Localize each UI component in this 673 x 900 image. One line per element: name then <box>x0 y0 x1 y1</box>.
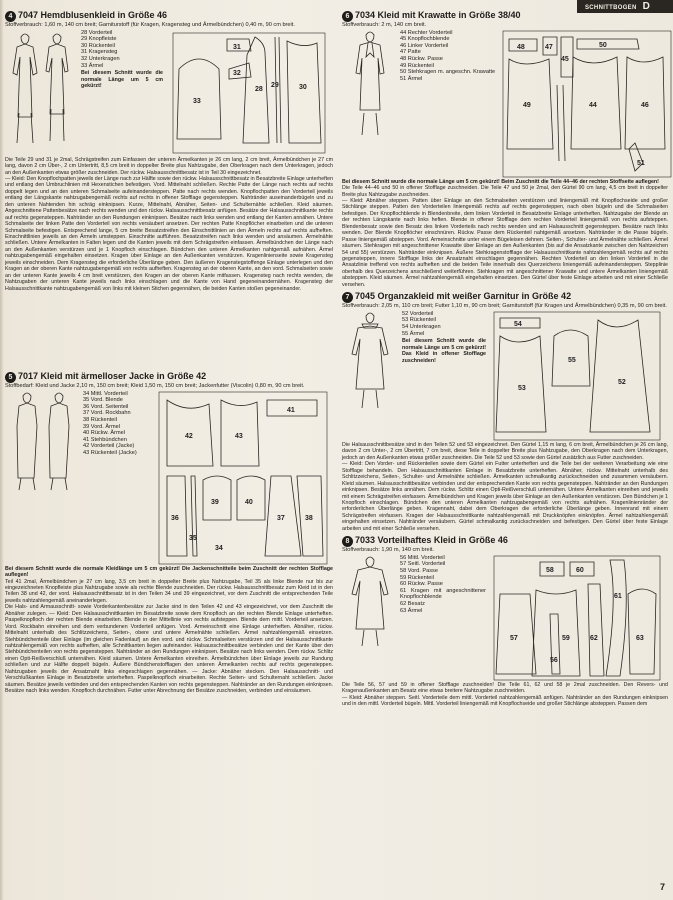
cutting-note: Die Teile 44–46 und 50 in offener Stofflage zuschneiden. Die Teile 47 und 50 je 2mal, den Gürtel 90 cm lang, 4,5 cm breit in doppelter Breite plus Nahtzugabe zuschneiden. <box>342 185 668 198</box>
pattern-piece-number: 31 <box>233 43 241 51</box>
sewing-instructions: — Kleid: Abnäher steppen. Seitl. Vorderteile dem mittl. Vorderteil nahtzahlengemäß anfügen. Nahtränder an den Rundungen einknipsen und in den mittl. Vorderteil bügeln. Mittl. Vorderteil liniengemäß mit Knopflochseide und großer Stichlänge absteppen. Passen dem <box>342 694 668 708</box>
pattern-section-7034 <box>342 10 668 288</box>
cutting-note: Die Teile 56, 57 und 59 in offener Stofflage zuschneiden! Die Teile 61, 62 und 58 je 2mal zuschneiden. Den Revers- und Kragenaußenkanten am Besatz eine etwas breitere Nahtzugabe zuschneiden. <box>342 681 668 695</box>
pattern-piece-number: 42 <box>185 432 193 440</box>
pattern-piece-number: 53 <box>518 384 526 392</box>
part-item: 36 Vord. Seitenteil <box>83 403 129 410</box>
pattern-piece-number: 54 <box>514 320 522 328</box>
page-fold-shadow <box>0 0 4 900</box>
fashion-illustration <box>342 310 402 410</box>
pattern-piece-number: 41 <box>287 406 295 414</box>
parts-list <box>402 311 486 337</box>
pattern-piece-number: 55 <box>568 356 576 364</box>
part-item: 54 Unterkragen <box>402 324 441 331</box>
pattern-section-7047 <box>5 10 333 368</box>
pattern-piece-number: 62 <box>590 634 598 642</box>
pattern-piece-number: 35 <box>189 534 197 542</box>
part-item: 55 Ärmel <box>402 330 425 337</box>
fabric-consumption: Stoffverbrauch: 1,90 m, 140 cm breit. <box>342 547 434 554</box>
part-item: 29 Knopfleiste <box>81 36 117 43</box>
pattern-section-7045 <box>342 291 668 532</box>
number-badge: 5 <box>5 372 16 383</box>
part-item: 34 Mittl. Vorderteil <box>83 390 128 397</box>
section-title <box>342 535 668 547</box>
part-item: 46 Linker Vorderteil <box>400 42 449 49</box>
fashion-illustration <box>342 29 400 139</box>
fabric-consumption: Stoffverbrauch: 2,05 m, 110 cm breit; Futter 1,10 m, 90 cm breit; Garniturstoff (für Kragen und Ärmelbündchen) 0,35 m, 90 cm breit. <box>342 303 667 310</box>
intro-row <box>342 554 668 682</box>
part-item: 52 Vorderteil <box>402 310 434 317</box>
part-item: 59 Rückenteil <box>400 574 434 581</box>
number-badge: 8 <box>342 536 353 547</box>
part-item: 56 Mittl. Vorderteil <box>400 554 445 561</box>
pattern-schematic <box>499 29 673 179</box>
intro-row <box>5 390 333 566</box>
section-title <box>342 10 668 22</box>
pattern-piece-number: 43 <box>235 432 243 440</box>
pattern-piece-number: 52 <box>618 378 626 386</box>
part-item: 35 Vord. Blende <box>83 397 123 404</box>
section-title-text: 7034 Kleid mit Krawatte in Größe 38/40 <box>355 10 521 20</box>
fabric-consumption: Stoffverbrauch: 1,60 m, 140 cm breit; Garniturstoff (für Kragen, Kragensteg und Ärmelbündchen) 0,40 m, 90 cm breit. <box>5 22 295 28</box>
part-item: 31 Kragensteg <box>81 49 118 56</box>
fashion-illustration <box>5 390 83 492</box>
part-item: 48 Rückw. Passe <box>400 55 443 62</box>
pattern-piece-number: 38 <box>305 514 313 522</box>
page-number: 7 <box>659 882 665 892</box>
pattern-schematic <box>157 390 329 566</box>
parts-list <box>400 30 495 83</box>
part-item: 53 Rückenteil <box>402 317 436 324</box>
parts-list <box>81 30 163 70</box>
number-badge: 7 <box>342 292 353 303</box>
cutting-note: Die Teile 29 und 31 je 2mal, Schrägstreifen zum Einfassen der unteren Ärmelkanten je 26 cm lang, 2 cm breit, Ärmelbündchen je 27 cm lang, davon 2 cm Über-, 2 cm Untertritt, 8,5 cm breit in doppelter Breite plus Nahtzugabe, den Oberkragen nach dem Unterkragen, jedoch an den Außenkanten etwas größer zuschneiden. Der rückw. Halsausschnittbesatz ist in Teil 30 eingezeichnet. <box>5 156 333 176</box>
sewing-instructions: — Kleid: Den Vorder- und Rückenteilen sowie dem Gürtel ein Futter unterheften und die Teile bei der weiteren Verarbeitung wie eine Stofflage behandeln. Den Halsausschnittkanten Einlage in Besatzbreite unterheften. Abnäher, rückw. Mittelnaht unterhalb des Schlitzzeichens, Seiten-, Schulter- und Ärmelnähte schließen. Ärmelkanten schmalkantig zurückschneiden und zusammen versäubern. Kleid säumen. Halsausschnittbesätze verbinden und der entsprechenden Kante von rechts gegensteppen. Nahtränder an den Rundungen einknipsen. Besätze links annähen. Dem rückw. Schlitz einen Opti-Reißverschluß unternähen. Untere Ärmelkanten einreihen und jeweils mit einem Schrägstreifen einfassen. Ärmelbündchen und Kragen jeweils über Einlage an den Außenkanten verstürzen. Den Bündchen je 1 Knopfloch einschlagen. Bündchen den unteren Ärmelkanten nahtzugabengemäß von rechts aufnähen. Kragenlinienränder der erforderlichen Überlänge geben. Kragennaht, dabei dem Oberkragen die erforderliche Überlänge geben. Innenrand mit einem Schrägstreifen einfassen. Kragen der Halsausschnittkante nahtzahlengemäß mit Druckknöpfen einknöpfen. Ärmel nahtzahlengemäß eingehalten einsetzen. Nahtränder versäubern. Gürtel schmalkantig zurückschneiden und befestigen. Den Gürtel über feste Einlage arbeiten und mit einer Schließe versehen. <box>342 461 668 532</box>
cutting-note: Die Halsausschnittbesätze sind in den Teilen 52 und 53 eingezeichnet. Den Gürtel 1,15 m lang, 6 cm breit, Ärmelbündchen je 26 cm lang, davon 2 cm Unter-, 2 cm Übertritt, 7 cm breit, diese Teile in doppelter Breite plus Nahtzugabe, den Oberkragen nach dem Unterkragen, jedoch an den Außenkanten etwas größer zuschneiden. Die Teile 52 und 53 sowie den Gürtel zusätzlich aus Futter zuschneiden. <box>342 441 668 461</box>
pattern-piece-number: 50 <box>599 41 607 49</box>
pattern-piece-number: 45 <box>561 55 569 63</box>
section-letter: D <box>642 1 651 12</box>
pattern-piece-number: 29 <box>271 81 279 89</box>
pattern-piece-number: 63 <box>636 634 644 642</box>
intro-row <box>342 29 668 179</box>
part-item: 58 Vord. Passe <box>400 568 438 575</box>
pattern-section-7033 <box>342 535 668 707</box>
part-item: 30 Rückenteil <box>81 42 115 49</box>
pattern-piece-number: 57 <box>510 634 518 642</box>
section-title-text: 7045 Organzakleid mit weißer Garnitur in Größe 42 <box>355 291 572 302</box>
parts-list-block <box>83 390 153 566</box>
part-item: 47 Patte <box>400 49 421 56</box>
parts-list-block <box>400 554 486 682</box>
part-item: 43 Rückenteil (Jacke) <box>83 449 137 456</box>
pattern-piece-number: 59 <box>562 634 570 642</box>
part-item: 44 Rechter Vorderteil <box>400 29 453 36</box>
pattern-piece-number: 47 <box>545 43 553 51</box>
part-item: 62 Besatz <box>400 600 425 607</box>
pattern-piece-number: 32 <box>233 69 241 77</box>
pattern-schematic <box>167 29 331 157</box>
sewing-instructions: Die Hals- und Armausschnitt- sowie Vorderkantenbesätze zur Jacke sind in den Teilen 42 und 43 eingezeichnet, vor dem Zuschnitt die Abnäher zulegen. — Kleid: Den Halsausschnittkanten im Besatzbreite sowie dem Knopfloch an der rechten Blende Einlage unterheften. Paspelknopfloch der rechten Blende einarbeiten. Blende in der Mittellinie von rechts aufsteppen. Blende dem mittl. Vorderteil ansetzen. Vord. Rockbahn einreihen und dem verbundenen Vorderteil anfügen. Vord. Armeinschnitt eine Einlage unterheften. Abnäher, rückw. Mittelnaht unterhalb des Schlitzzeichens, Seiten-, obere und untere Ärmelnähte schließen. Ärmel nahtzahlengemäß einsetzen. Stehbündchenteile über Einlage (im gleichen Fadenlauf) an den vord. und rückw. Schmalseiten verstürzen und der Halsausschnittkante nahtzahlengemäß von rechts aufheften, alle Schnittkanten liegen aufeinander. Halsausschnittbesätze verbinden und der Kante über den Stehbündchenteilen von rechts gegensteppen. Nahtränder an den Rundungen einknipsen. Besätze nach links wenden. Dem rückw. Schlitz einen Opti-Reißverschluß unternähen. Kleid säumen. Untere Ärmelkanten einreihen. Ärmelbündchen über Einlage jeweils zur Rundung schließen und zur Hälfte doppelt bügeln. Äußere Bündchenstofflagen den unteren Ärmelkanten rechts auf rechts gegensteppen. Nahtzugaben jeweils der Ansatznaht links eingeschlagen gegennähen. — Jacke: Abnäher stecken. Den Halsausschnitt- und Verschlußkanten Einlage in Besatzbreite unterheften. Paspelknopfloch einarbeiten. Rechte Seiten- und Schulternaht schließen. Jacke säumen. Besätze jeweils verbinden und den entsprechenden Kanten von rechts gegensteppen. Nahtränder an den Rundungen einknipsen. Besätze nach links wenden. Knopfloch durchnähen. Futter unter Abrechnung der Besätze zuschneiden, verbinden und einsäumen. <box>5 604 333 695</box>
section-title <box>5 10 333 22</box>
part-item: 33 Ärmel <box>81 62 104 69</box>
right-column <box>342 10 668 711</box>
pattern-piece-number: 58 <box>546 566 554 574</box>
section-label: SCHNITTBOGEN <box>585 5 637 11</box>
cutting-note: Teil 41 2mal, Ärmelbündchen je 27 cm lang, 3,5 cm breit in doppelter Breite plus Nahtzugabe, Teil 35 als linke Blende nur bis zur eingezeichneten Knopfleiste plus Nahtzugabe sowie als rechte Blende zuschneiden. Der rückw. Halsausschnittbesatz zum Kleid ist in den Teilen 38 und 42, der vord. Halsausschnittbesatz ist in den Teilen 34 und 39 eingezeichnet, vor dem Zuschnitt die entsprechenden Teile jeweils nahtzahlengemäß aneinanderlegen. <box>5 578 333 604</box>
pattern-piece-number: 60 <box>576 566 584 574</box>
parts-list-block <box>402 310 486 442</box>
shortening-note: Bei diesem Schnitt wurde die normale Kleidlänge um 5 cm gekürzt! Die Jackenschnitteile beim Zuschnitt der rechten Stofflage auflegen! <box>5 565 333 579</box>
pattern-piece-number: 36 <box>171 514 179 522</box>
pattern-piece-number: 44 <box>589 101 597 109</box>
section-title <box>5 371 333 383</box>
pattern-piece-number: 33 <box>193 97 201 105</box>
pattern-section-7017 <box>5 371 333 695</box>
pattern-piece-number: 30 <box>299 83 307 91</box>
sewing-instructions: — Kleid: Den Knopflochpatten jeweils der Länge nach zur Hälfte sowie den rückw. Halsausschnittbesatz in Besatzbreite Einlage unterheften und entlang den Umbruchlinien mit Hexenstichen befestigen. Vord. Mittelnaht schließen. Rechte Patte der Länge nach rechts auf rechts doppelt legen und an den unteren Schmalseite aufeinandersteppen. Patte nach rechts wenden. Knopflochpatten den Vorderteil jeweils entlang der Längskante nahtzugabengemäß rechts auf rechts in offener Stofflage gegensteppen. Nahtränder auseinanderbügeln und zu den unteren Nahtenden hin schräg einknipsen. Kurze, Mittelnaht, Abnäher, Seiten- und Schulternähte schließen. Kleid säumen. Angeschnittene Pattenbesätze nach rechts wenden und den rückw. Halsausschnittbesatz anfügen. Besätze der Halsausschnittkante rechts auf rechts gegensteppen. Nahtränder an den Rundungen einknipsen. Besätze nach links wenden und entlang der Kanten annähen. Untere Schmalseite der linken Patte den Vorderteil von rechts versäubert ansetzen. Der rechten Patte Knopflöcher einarbeiten und die unteren Schmalseite befestigen. Entsprechend lange, 5 cm breite Besatzstreifen den Einschnittlinien an den Ärmeln rechts auf rechts aufheften. Einschnittlinien jeweils an den Ärmeln umsteppen. Einschnitte aufführen. Besatzstreifen nach links wenden und ansäumen. Ärmelnähte schließen. Untere Ärmelkanten in Falten legen und die Kanten jeweils mit dem Schrägstreifen einfassen. Ärmelbündchen der Länge nach an den Außenkanten verstürzen und je 1 Knopfloch einschlagen. Bündchen den unteren Ärmelkanten nahtgemäß aufnähen. Ärmel nahtzugabengemäß eingehalten einsetzen. Kragen über Einlage an den Außenkanten verstürzen. Kragenlinienseite sowie Kragensteg jeweils einschneiden. Dem Kragensteg die erforderliche Überlänge geben. Den äußeren Kragenstegstoffenge Einlage unterlegen und den Kragen an der oberen Kante nahtzugabengemäß von rechts aufheften. Kragensteg an der oberen Kante, an den vord. Schmalseiten sowie an der unteren Kante jeweils 4 cm breit verstürzen, den Kragen an der oberen Kante mitfassen. Kragensteg nach rechts wenden, die Nahtzugaben der unteren Kante jeweils nach links einschlagen und die Kante von Hand gegeneinandernähen. Kragensteg der Halsausschnittkante nahtzugabengemäß von links mit kleinen Stichen gegennähen, die beiden Kanten stoßen gegeneinander. <box>5 175 334 292</box>
shortening-note: Bei diesem Schnitt wurde die normale Länge um 5 cm gekürzt! <box>81 70 163 90</box>
fashion-illustration <box>5 29 81 151</box>
pattern-piece-number: 48 <box>517 43 525 51</box>
section-title-text: 7047 Hemdblusenkleid in Größe 46 <box>18 10 168 20</box>
pattern-piece-number: 28 <box>255 85 263 93</box>
pattern-piece-number: 51 <box>637 159 645 167</box>
part-item: 50 Stehkragen m. angeschn. Krawatte <box>400 69 496 76</box>
intro-row <box>342 310 668 442</box>
fashion-illustration <box>342 554 400 648</box>
pattern-piece-number: 37 <box>277 514 285 522</box>
pattern-piece-number: 56 <box>550 656 558 664</box>
left-column <box>5 10 333 698</box>
pattern-piece-number: 34 <box>215 544 223 552</box>
section-title-text: 7033 Vorteilhaftes Kleid in Größe 46 <box>355 535 508 546</box>
section-title-text: 7017 Kleid mit ärmelloser Jacke in Größe 42 <box>18 371 207 381</box>
shortening-note: Bei diesem Schnitt wurde die normale Länge um 5 cm gekürzt! Beim Zuschnitt die Teile 44–46 der rechten Stoffseite auflegen! <box>342 178 659 185</box>
parts-list-block <box>400 29 495 179</box>
part-item: 51 Ärmel <box>400 75 423 82</box>
pattern-piece-number: 40 <box>245 498 253 506</box>
shortening-note: Bei diesem Schnitt wurde die normale Länge um 5 cm gekürzt! Das Kleid in offener Stofflage zuschneiden! <box>402 338 486 364</box>
part-item: 32 Unterkragen <box>81 55 120 62</box>
part-item: 42 Vorderteil (Jacke) <box>83 443 135 450</box>
part-item: 49 Rückenteil <box>400 62 434 69</box>
part-item: 40 Rückw. Ärmel <box>83 430 125 437</box>
intro-row <box>5 29 333 157</box>
part-item: 57 Seitl. Vorderteil <box>400 561 446 568</box>
fabric-consumption: Stoffbedarf: Kleid und Jacke 2,10 m, 150 cm breit; Kleid 1,50 m, 150 cm breit; Jackenfutter (Viscolin) 0,80 m, 90 cm breit. <box>5 383 305 389</box>
number-badge: 4 <box>5 11 16 22</box>
pattern-piece-number: 49 <box>523 101 531 109</box>
part-item: 28 Vorderteil <box>81 29 113 36</box>
part-item: 38 Rückenteil <box>83 416 117 423</box>
sewing-instructions: — Kleid: Abnäher steppen. Patten über Einlage an den Schmalseiten verstürzen und liniengemäß mit Knopflochseide und großer Stichlänge steppen. Patten den Vorderteilen liniengemäß rechts auf rechts gegensteppen, nach oben bügeln und die Schmalseiten befestigen. Der Knopflochblende in Blendenbreite, dem linken Vorderteil in Besatzbreite Einlage unterheften. Nahtzugabe der Blende an der rechten Längskante nach links heften. Blende in offener Stofflage dem rechten Vorderteil liniengemäß von rechts aufsteppen. Blendenbesatz sowie den Besatz des linken Vorderteils nach rechts wenden und am Halsausschnitt gegensteppen. Besätze nach links wenden. Der Blende Knopflöcher einschnüren. Rückw. Passe dem Rückenteil nahtgemäß ansetzen. Nahtränder in die Passe bügeln. Passe liniengemäß absteppen. Vord. Armeinschnitte unter einem Bügeleisen dehnen. Seiten-, Schulter- und Ärmelnähte schließen. Ärmel säumen. Stehkragen mit angeschnittener Krawatte über Einlage an den Außenkanten (bis auf die Ansatzkante zwischen den Nahtzeichen 54 und 55) verstürzen. Nahtränder einknipsen. Äußere Stehkragenstofflage der Halsausschnittkante nahtzahlengemäß rechts auf rechts gegensteppen, innere Stofflage links der Ansatznaht einschlagen gegennähen. Rechten Vorderteil an den linken Vorderteil in die Ansatzlinie treffend von rechts aufheften und die beiden Teile innerhalb des Querzeichens liniengemäß aufeinandersteppen. Stepplinie oberhalb des Querzeichens anschließend weiterführen. Stehkragen mit angeschnittener Krawatte und untere Ärmelkanten liniengemäß absteppen. Kleid säumen. Ärmel nahtzahlengemäß eingehalten einsetzen. Den Gürtel über feste Einlage arbeiten und mit einer Schließe versehen. <box>342 197 668 288</box>
part-item: 37 Vord. Rockbahn <box>83 410 131 417</box>
part-item: 63 Ärmel <box>400 607 423 614</box>
part-item: 45 Knopflochblende <box>400 36 450 43</box>
pattern-piece-number: 39 <box>211 498 219 506</box>
pattern-piece-number: 46 <box>641 101 649 109</box>
pattern-schematic <box>490 554 664 682</box>
pattern-piece-number: 61 <box>614 592 622 600</box>
part-item: 60 Rückw. Passe <box>400 581 443 588</box>
section-title <box>342 291 668 303</box>
part-item: 39 Vord. Ärmel <box>83 423 120 430</box>
number-badge: 6 <box>342 11 353 22</box>
part-item: 41 Stehbündchen <box>83 436 127 443</box>
part-item: 61 Kragen mit angeschnittener Knopflochblende <box>400 587 486 601</box>
parts-list-block <box>81 29 163 157</box>
parts-list <box>400 555 486 614</box>
pattern-schematic <box>490 310 664 442</box>
parts-list <box>83 391 153 457</box>
fabric-consumption: Stoffverbrauch: 2 m, 140 cm breit. <box>342 22 427 28</box>
